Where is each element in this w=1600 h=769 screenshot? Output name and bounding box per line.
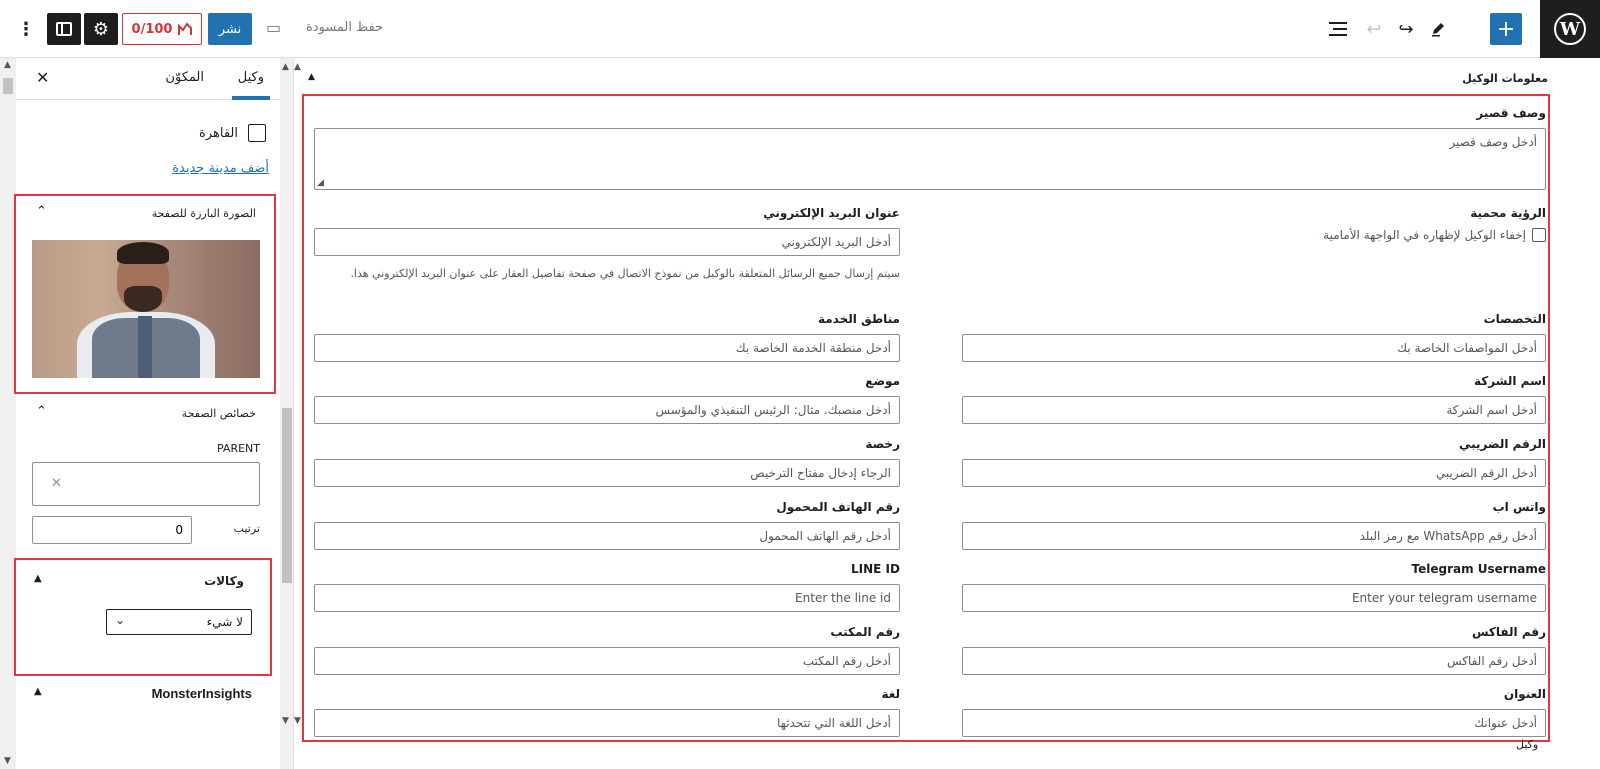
short-description-placeholder: أدخل وصف قصير	[1449, 135, 1537, 149]
language-label: لغة	[881, 687, 900, 701]
list-view-button[interactable]	[1326, 13, 1350, 45]
featured-image-title: الصورة البارزة للصفحة	[151, 207, 256, 220]
redo-icon: ↪	[1398, 18, 1414, 40]
scroll-up-icon[interactable]: ▲	[282, 62, 289, 72]
agent-info-header[interactable]	[306, 70, 1548, 90]
specialties-placeholder: أدخل المواصفات الخاصة بك	[1397, 341, 1537, 355]
tax-number-input[interactable]	[962, 459, 1546, 487]
list-view-icon	[1329, 22, 1347, 36]
license-field	[314, 437, 900, 487]
order-row	[32, 516, 260, 544]
email-field	[314, 206, 900, 284]
whatsapp-placeholder: أدخل رقم WhatsApp مع رمز البلد	[1359, 529, 1537, 543]
preview-icon[interactable]: ▭	[266, 18, 282, 37]
monsterinsights-title: MonsterInsights	[151, 686, 252, 701]
line-id-field	[314, 562, 900, 612]
service-areas-input[interactable]	[314, 334, 900, 362]
license-label: رخصة	[865, 437, 900, 451]
whatsapp-label: واتس اب	[1492, 500, 1546, 514]
specialties-field	[962, 312, 1546, 362]
page-attributes-panel-header[interactable]	[16, 404, 280, 424]
add-city-link[interactable]: أضف مدينة جديدة	[172, 161, 269, 176]
wordpress-icon: W	[1554, 13, 1586, 45]
visibility-checkbox-row	[962, 228, 1546, 242]
chevron-up-icon[interactable]: ⌃	[36, 404, 47, 419]
short-description-label: وصف قصير	[1476, 106, 1546, 120]
triangle-up-icon[interactable]: ▲	[34, 573, 42, 584]
options-menu-button[interactable]	[18, 13, 34, 45]
language-input[interactable]	[314, 709, 900, 737]
settings-sidebar	[0, 58, 294, 769]
whatsapp-field	[962, 500, 1546, 550]
publish-button[interactable]: نشر	[208, 13, 252, 45]
gear-icon: ⚙	[92, 18, 110, 40]
email-hint: سيتم إرسال جميع الرسائل المتعلقة بالوكيل من نموذج الاتصال في صفحة تفاصيل العقار على عنوان البريد الإلكتروني هذا.	[350, 267, 900, 280]
hide-agent-checkbox[interactable]	[1532, 228, 1546, 242]
tax-number-placeholder: أدخل الرقم الضريبي	[1435, 466, 1537, 480]
edit-tools-button[interactable]	[1426, 13, 1450, 45]
telegram-placeholder: Enter your telegram username	[1351, 591, 1537, 605]
city-checkbox-row	[16, 122, 266, 144]
fax-field	[962, 625, 1546, 675]
email-label: عنوان البريد الإلكتروني	[763, 206, 900, 220]
mobile-field	[314, 500, 900, 550]
tax-number-label: الرقم الضريبي	[1459, 437, 1546, 451]
plus-icon: +	[1496, 16, 1516, 42]
hide-agent-label: إخفاء الوكيل لإظهاره في الواجهة الأمامية	[1323, 228, 1526, 242]
agencies-panel-header[interactable]	[16, 570, 266, 594]
page-attributes-title: خصائص الصفحة	[181, 407, 256, 420]
toggle-sidebar-button[interactable]	[47, 13, 81, 45]
sidebar-scrollbar[interactable]	[280, 58, 294, 769]
license-input[interactable]	[314, 459, 900, 487]
order-label: ترتيب	[233, 522, 260, 535]
featured-image[interactable]	[32, 240, 260, 378]
whatsapp-input[interactable]	[962, 522, 1546, 550]
short-description-textarea[interactable]	[314, 128, 1546, 190]
specialties-label: التخصصات	[1483, 312, 1546, 326]
address-placeholder: أدخل عنوانك	[1474, 716, 1537, 730]
scroll-down-icon[interactable]: ▼	[282, 716, 289, 726]
city-checkbox[interactable]	[248, 124, 266, 142]
line-id-label: LINE ID	[851, 562, 900, 576]
visibility-label: الرؤية محمية	[1470, 206, 1546, 220]
order-input[interactable]	[32, 516, 192, 544]
triangle-up-icon[interactable]: ▲	[308, 72, 315, 82]
line-id-placeholder: Enter the line id	[795, 591, 891, 605]
license-placeholder: الرجاء إدخال مفتاح الترخيص	[750, 466, 891, 480]
short-description-field	[314, 106, 1546, 190]
resize-handle-icon[interactable]: ◢	[317, 178, 324, 188]
office-placeholder: أدخل رقم المكتب	[802, 654, 891, 668]
clear-icon[interactable]: ✕	[51, 476, 62, 491]
position-label: موضع	[865, 374, 900, 388]
scroll-up-icon[interactable]: ▲	[4, 60, 11, 70]
office-field	[314, 625, 900, 675]
position-field	[314, 374, 900, 424]
agencies-select[interactable]	[106, 609, 252, 635]
scroll-thumb[interactable]	[282, 408, 292, 583]
company-placeholder: أدخل اسم الشركة	[1446, 403, 1537, 417]
line-id-input[interactable]	[314, 584, 900, 612]
chevron-down-icon: ⌄	[115, 613, 126, 627]
city-label: القاهرة	[199, 125, 238, 141]
monsterinsights-panel-header[interactable]	[16, 684, 280, 706]
wordpress-logo[interactable]	[1540, 0, 1600, 58]
company-label: اسم الشركة	[1473, 374, 1546, 388]
tax-number-field	[962, 437, 1546, 487]
seo-score-badge[interactable]	[122, 13, 202, 45]
agent-info-title: معلومات الوكيل	[1462, 72, 1548, 85]
settings-button[interactable]	[84, 13, 118, 45]
office-label: رقم المكتب	[830, 625, 900, 639]
save-draft-button[interactable]: حفظ المسودة	[306, 20, 384, 35]
office-input[interactable]	[314, 647, 900, 675]
tab-block[interactable]: المكوّن	[165, 70, 204, 85]
service-areas-placeholder: أدخل منطقة الخدمة الخاصة بك	[735, 341, 891, 355]
telegram-input[interactable]	[962, 584, 1546, 612]
mobile-placeholder: أدخل رقم الهاتف المحمول	[759, 529, 891, 543]
redo-button[interactable]	[1394, 13, 1418, 45]
parent-label: PARENT	[217, 442, 260, 455]
visibility-field	[962, 206, 1546, 242]
sidebar-tabs	[16, 58, 280, 100]
address-label: العنوان	[1503, 687, 1546, 701]
add-block-button[interactable]	[1490, 13, 1522, 45]
score-value: 0/100	[131, 21, 173, 37]
service-areas-field	[314, 312, 900, 362]
tab-agent[interactable]: وكيل	[237, 70, 264, 85]
sidebar-icon	[56, 22, 72, 36]
scroll-thumb[interactable]	[3, 78, 13, 94]
kebab-icon: ⋮	[17, 18, 35, 40]
pencil-icon	[1430, 21, 1446, 37]
language-placeholder: أدخل اللغة التي تتحدثها	[777, 716, 891, 730]
company-field	[962, 374, 1546, 424]
telegram-field	[962, 562, 1546, 612]
mobile-label: رقم الهاتف المحمول	[776, 500, 900, 514]
main-editor-area	[294, 58, 1600, 769]
undo-icon: ↩	[1366, 18, 1382, 40]
mobile-input[interactable]	[314, 522, 900, 550]
language-field	[314, 687, 900, 737]
position-input[interactable]	[314, 396, 900, 424]
specialties-input[interactable]	[962, 334, 1546, 362]
email-input[interactable]	[314, 228, 900, 256]
scroll-down-icon[interactable]: ▼	[4, 756, 11, 766]
telegram-label: Telegram Username	[1411, 562, 1546, 576]
featured-image-panel-header[interactable]	[16, 204, 280, 224]
company-input[interactable]	[962, 396, 1546, 424]
address-field	[962, 687, 1546, 737]
position-placeholder: أدخل منصبك. مثال: الرئيس التنفيذي والمؤسس	[655, 403, 891, 417]
email-placeholder: أدخل البريد الإلكتروني	[781, 235, 891, 249]
service-areas-label: مناطق الخدمة	[817, 312, 900, 326]
fax-placeholder: أدخل رقم الفاكس	[1446, 654, 1537, 668]
rank-math-icon	[178, 22, 192, 36]
address-input[interactable]	[962, 709, 1546, 737]
scroll-up-icon[interactable]: ▲	[294, 62, 301, 72]
editor-header	[0, 0, 1600, 58]
undo-button[interactable]	[1362, 13, 1386, 45]
close-icon[interactable]: ✕	[36, 68, 50, 87]
scroll-down-icon[interactable]: ▼	[294, 716, 301, 726]
fax-label: رقم الفاكس	[1471, 625, 1546, 639]
agencies-selected: لا شيء	[206, 615, 243, 629]
footer-breadcrumb[interactable]: وكيل	[1516, 738, 1539, 751]
agencies-title: وكالات	[204, 574, 244, 588]
chevron-up-icon[interactable]: ⌃	[36, 204, 47, 219]
fax-input[interactable]	[962, 647, 1546, 675]
parent-select[interactable]	[32, 462, 260, 506]
triangle-up-icon[interactable]: ▲	[34, 686, 42, 697]
